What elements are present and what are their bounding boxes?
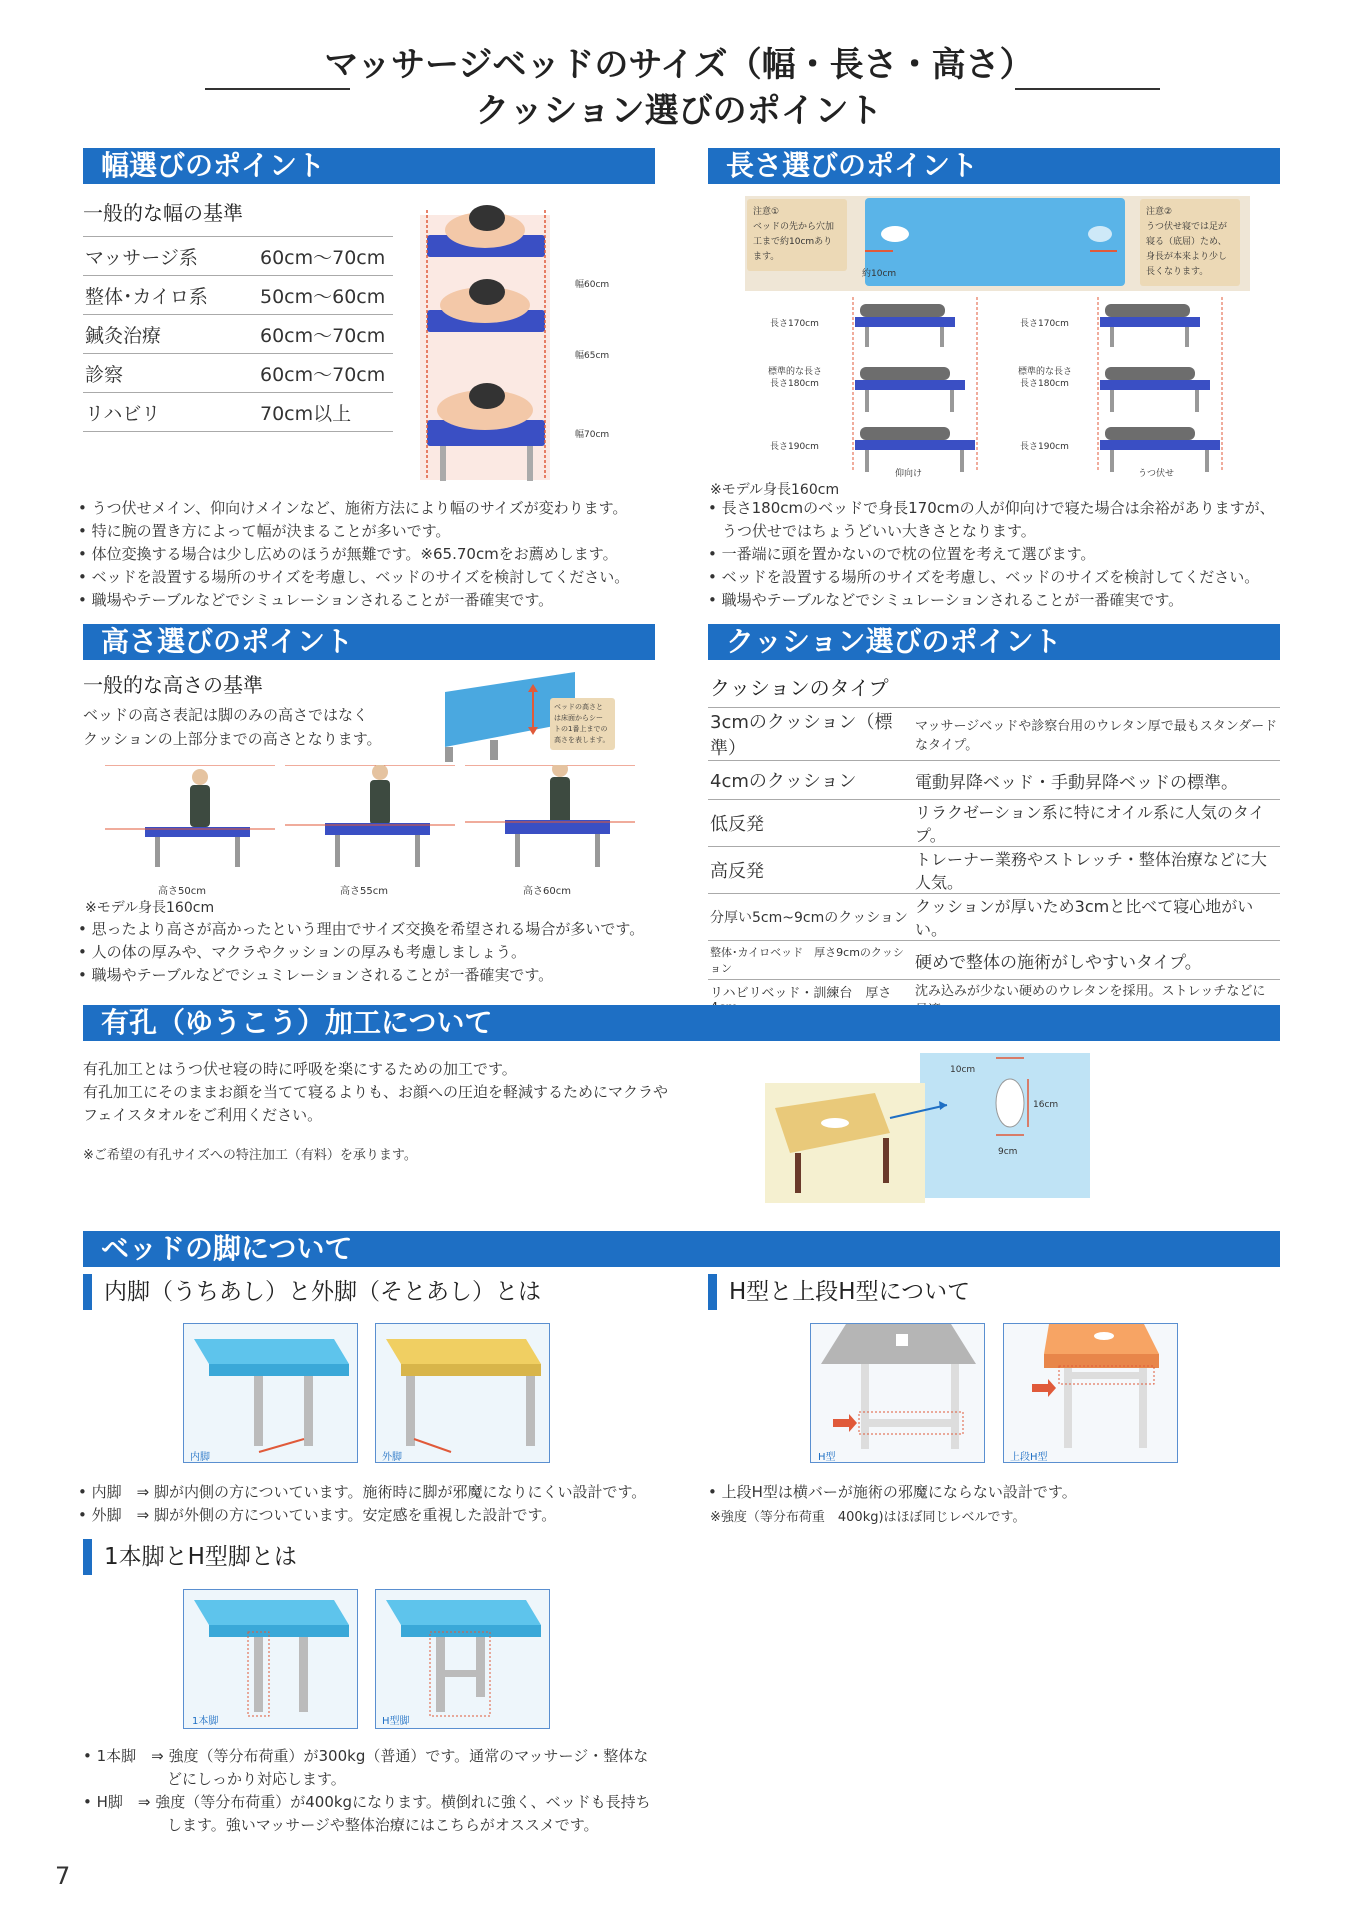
leg-image-single xyxy=(183,1589,358,1729)
legs-bullets1 xyxy=(78,1481,678,1527)
length-beds-illustration xyxy=(745,292,1250,477)
width-header: 幅選びのポイント xyxy=(83,148,655,184)
legs-header: ベッドの脚について xyxy=(83,1231,1280,1267)
list-item: • 職場やテーブルなどでシミュレーションされることが一番確実です。 xyxy=(78,589,658,612)
length-label: 長さ190cm xyxy=(1020,442,1069,452)
leg-label-inner: 内脚 xyxy=(190,1452,210,1463)
length-model-note: ※モデル身長160cm xyxy=(710,482,840,498)
leg-image-h xyxy=(375,1589,550,1729)
length-label: 長さ190cm xyxy=(770,442,819,452)
legs-sub1: 内脚（うちあし）と外脚（そとあし）とは xyxy=(83,1274,541,1310)
height-desc: ベッドの高さ表記は脚のみの高さではなく クッションの上部分までの高さとなります。 xyxy=(83,706,382,748)
pose-label-prone: うつ伏せ xyxy=(1138,469,1175,479)
width-label-60: 幅60cm xyxy=(575,280,610,290)
length-label: 標準的な長さ xyxy=(1018,367,1073,377)
list-item: • うつ伏せメイン、仰向けメインなど、施術方法により幅のサイズが変わります。 xyxy=(78,497,658,520)
legs-sub2: 1本脚とH型脚とは xyxy=(83,1539,297,1575)
width-bullets xyxy=(78,497,658,612)
pose-label-supine: 仰向け xyxy=(895,469,923,479)
list-item: • 長さ180cmのベッドで身長170cmの人が仰向けで寝た場合は余裕がありますが、うつ伏せではちょうどいい大きさとなります。 xyxy=(708,497,1288,543)
height-beds-illustration xyxy=(105,765,635,875)
legs-note3: ※強度（等分布荷重 400kg)はほぼ同じレベルです。 xyxy=(710,1510,1026,1525)
height-model-note: ※モデル身長160cm xyxy=(85,900,215,916)
width-label-65: 幅65cm xyxy=(575,351,610,361)
width-label-70: 幅70cm xyxy=(575,430,610,440)
table-row: 整体･カイロベッド 厚さ9cmのクッション 硬めで整体の施術がしやすいタイプ。 xyxy=(708,941,1280,980)
cushion-subtitle: クッションのタイプ xyxy=(710,676,889,700)
list-item: • 内脚 ⇒ 脚が内側の方についています。施術時に脚が邪魔になりにくい設計です。 xyxy=(78,1481,678,1504)
table-row: 鍼灸治療 60cm～70cm xyxy=(83,315,393,354)
leg-image-inner xyxy=(183,1323,358,1463)
page-number: 7 xyxy=(55,1862,71,1890)
leg-label-outer: 外脚 xyxy=(382,1452,402,1463)
leg-label-upper-htype: 上段H型 xyxy=(1010,1452,1048,1463)
legs-sub3: H型と上段H型について xyxy=(708,1274,970,1310)
cushion-table xyxy=(708,707,1280,1019)
list-item: • 特に腕の置き方によって幅が決まることが多いです。 xyxy=(78,520,658,543)
width-illustration xyxy=(415,200,565,485)
hole-dim-16: 16cm xyxy=(1033,1100,1059,1110)
length-label: 長さ180cm xyxy=(770,379,819,389)
list-item: • ベッドを設置する場所のサイズを考慮し、ベッドのサイズを検討してください。 xyxy=(78,566,658,589)
table-row: 整体･カイロ系 50cm～60cm xyxy=(83,276,393,315)
length-header: 長さ選びのポイント xyxy=(708,148,1280,184)
leg-image-htype xyxy=(810,1323,985,1463)
list-item: • 人の体の厚みや、マクラやクッションの厚みも考慮しましょう。 xyxy=(78,941,658,964)
table-row: 3cmのクッション（標準） マッサージベッドや診察台用のウレタン厚で最もスタンダードなタイプ。 xyxy=(708,708,1280,761)
length-label: 標準的な長さ xyxy=(768,367,823,377)
hole-dim-9: 9cm xyxy=(998,1147,1018,1157)
width-subtitle: 一般的な幅の基準 xyxy=(83,201,243,225)
list-item: • ベッドを設置する場所のサイズを考慮し、ベッドのサイズを検討してください。 xyxy=(708,566,1288,589)
leg-image-upper-htype xyxy=(1003,1323,1178,1463)
list-item: • 外脚 ⇒ 脚が外側の方についています。安定感を重視した設計です。 xyxy=(78,1504,678,1527)
length-bullets xyxy=(708,497,1288,612)
leg-label-h: H型脚 xyxy=(382,1716,410,1727)
height-callout: ベッドの高さと は床面からシー トの1番上までの 高さを表します。 xyxy=(550,698,615,750)
hole-text: 有孔加工とはうつ伏せ寝の時に呼吸を楽にするための加工です。 有孔加工にそのままお顔を当てて寝るよりも、お顔への圧迫を軽減するためにマクラや フェイスタオルをご利用ください。 xyxy=(83,1060,669,1124)
height-label-55: 高さ55cm xyxy=(340,886,388,897)
width-table xyxy=(83,236,393,432)
hole-dim-10: 10cm xyxy=(950,1065,976,1075)
list-item: • 体位変換する場合は少し広めのほうが無難です。※65.70cmをお薦めします。 xyxy=(78,543,658,566)
list-item: • H脚 ⇒ 強度（等分布荷重）が400kgになります。横倒れに強く、ベッドも長持ちします。強いマッサージや整体治療にはこちらがオススメです。 xyxy=(83,1793,651,1834)
table-row: 低反発 リラクゼーション系に特にオイル系に人気のタイプ。 xyxy=(708,800,1280,847)
height-subtitle: 一般的な高さの基準 xyxy=(83,673,263,697)
leg-label-htype: H型 xyxy=(818,1452,836,1463)
table-row: リハビリベッド・訓練台 厚さ 沈み込みが少ない硬めのウレタンを採用。ストレッチなどに xyxy=(708,980,1280,1019)
table-row: マッサージ系 60cm～70cm xyxy=(83,237,393,276)
length-note2: 注意② うつ伏せ寝では足が 寝る（底屈）ため、 身長が本来より少し 長くなります。 xyxy=(1140,199,1240,286)
table-row: 4cmのクッション 電動昇降ベッド・手動昇降ベッドの標準。 xyxy=(708,761,1280,800)
list-item: • 上段H型は横バーが施術の邪魔にならない設計です。 xyxy=(708,1481,1288,1504)
length-note1: 注意① ベッドの先から穴加 工まで約10cmあり ます。 xyxy=(747,199,847,271)
title-line2: クッション選びのポイント xyxy=(475,91,883,131)
list-item: • 職場やテーブルなどでシミュレーションされることが一番確実です。 xyxy=(708,589,1288,612)
height-label-50: 高さ50cm xyxy=(158,886,206,897)
hole-header: 有孔（ゆうこう）加工について xyxy=(83,1005,1280,1041)
height-bullets xyxy=(78,918,658,987)
table-row: 高反発 トレーナー業務やストレッチ・整体治療などに大人気。 xyxy=(708,847,1280,894)
legs-bullets2 xyxy=(83,1745,663,1837)
height-header: 高さ選びのポイント xyxy=(83,624,655,660)
height-label-60: 高さ60cm xyxy=(523,886,571,897)
page-title xyxy=(0,42,1358,134)
table-row: 診察 60cm～70cm xyxy=(83,354,393,393)
list-item: • 一番端に頭を置かないので枕の位置を考えて選びます。 xyxy=(708,543,1288,566)
table-row: 分厚い5cm~9cmのクッション クッションが厚いため3cmと比べて寝心地がいい。 xyxy=(708,894,1280,941)
hole-note: ※ご希望の有孔サイズへの特注加工（有料）を承ります。 xyxy=(83,1148,417,1163)
title-line1: マッサージベッドのサイズ（幅・長さ・高さ） xyxy=(324,45,1034,85)
leg-image-outer xyxy=(375,1323,550,1463)
length-hole-label: 約10cm xyxy=(862,269,897,279)
list-item: • 職場やテーブルなどでシュミレーションされることが一番確実です。 xyxy=(78,964,658,987)
list-item: • 思ったより高さが高かったという理由でサイズ交換を希望される場合が多いです。 xyxy=(78,918,658,941)
length-label: 長さ180cm xyxy=(1020,379,1069,389)
cushion-header: クッション選びのポイント xyxy=(708,624,1280,660)
length-label: 長さ170cm xyxy=(770,319,819,329)
length-label: 長さ170cm xyxy=(1020,319,1069,329)
table-row: リハビリ 70cm以上 xyxy=(83,393,393,432)
legs-bullets3 xyxy=(708,1481,1288,1504)
leg-label-single: 1本脚 xyxy=(192,1716,219,1727)
hole-illustration xyxy=(765,1053,1095,1203)
list-item: • 1本脚 ⇒ 強度（等分布荷重）が300kg（普通）です。通常のマッサージ・整体などにしっかり対応します。 xyxy=(83,1747,649,1788)
